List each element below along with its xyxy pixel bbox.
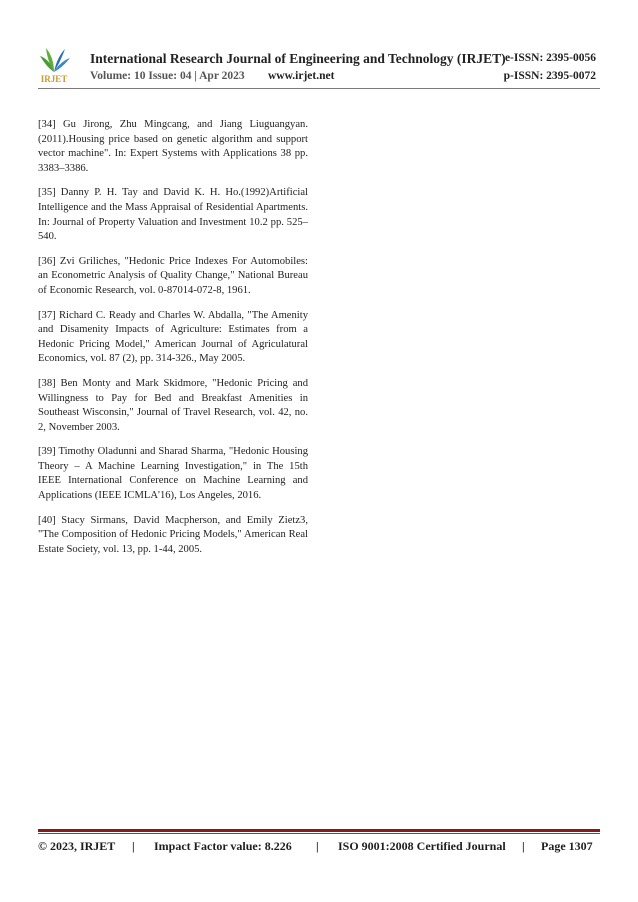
journal-title: International Research Journal of Engineering and Technology (IRJET) [90, 51, 506, 66]
reference-item: [39] Timothy Oladunni and Sharad Sharma, "Hedonic Housing Theory – A Machine Learning Investigation," in The 15th IEEE International Conference on Machine Learning and Applications (IEEE ICMLA'16), Los Angeles, 2016. [38, 446, 308, 502]
journal-website-link[interactable]: www.irjet.net [268, 70, 335, 82]
reference-item: [36] Zvi Griliches, "Hedonic Price Indexes For Automobiles: an Econometric Analysis of Quality Change," National Bureau of Economic Research, vol. 0-87014-072-8, 1961. [38, 255, 308, 296]
footer-copyright: © 2023, IRJET [38, 839, 116, 853]
footer-impact-factor: Impact Factor value: 8.226 [154, 839, 292, 853]
reference-item: [35] Danny P. H. Tay and David K. H. Ho.(1992)Artificial Intelligence and the Mass Appraisal of Residential Apartments. In: Journal of Property Valuation and Investment 10.2 pp. 525–540. [38, 187, 308, 243]
header-divider [38, 88, 600, 89]
p-issn: p-ISSN: 2395-0072 [503, 70, 596, 82]
reference-item: [34] Gu Jirong, Zhu Mingcang, and Jiang Liuguangyan. (2011).Housing price based on genetic algorithm and support vector machine". In: Expert Systems with Applications 38 pp. 3383–3386. [38, 119, 308, 174]
footer-separator: | [522, 839, 525, 853]
volume-issue: Volume: 10 Issue: 04 | Apr 2023 [90, 70, 245, 82]
reference-item: [40] Stacy Sirmans, David Macpherson, and Emily Zietz3, "The Composition of Hedonic Pricing Models," American Real Estate Society, vol. 13, pp. 1-44, 2005. [38, 514, 308, 555]
e-issn: e-ISSN: 2395-0056 [504, 52, 596, 64]
page-header [0, 0, 638, 100]
footer-separator: | [132, 839, 135, 853]
footer-separator: | [316, 839, 319, 853]
reference-item: [37] Richard C. Ready and Charles W. Abdalla, "The Amenity and Disamenity Impacts of Agriculture: Estimates from a Hedonic Pricing Model," American Journal of Agriculatural Economics, vol. 87 (2), pp. 314-326., May 2005. [38, 309, 308, 365]
references-list [38, 118, 308, 567]
footer-iso: ISO 9001:2008 Certified Journal [338, 839, 506, 853]
footer-page-number: Page 1307 [541, 839, 593, 853]
footer-divider-thin [38, 833, 600, 834]
irjet-logo [34, 44, 74, 84]
reference-item: [38] Ben Monty and Mark Skidmore, "Hedonic Pricing and Willingness to Pay for Bed and Breakfast Amenities in Southeast Wisconsin," Journal of Travel Research, vol. 42, no. 2, November 2003. [38, 377, 308, 433]
footer-divider [38, 829, 600, 832]
page-footer [38, 839, 600, 857]
logo-text: IRJET [40, 74, 68, 84]
